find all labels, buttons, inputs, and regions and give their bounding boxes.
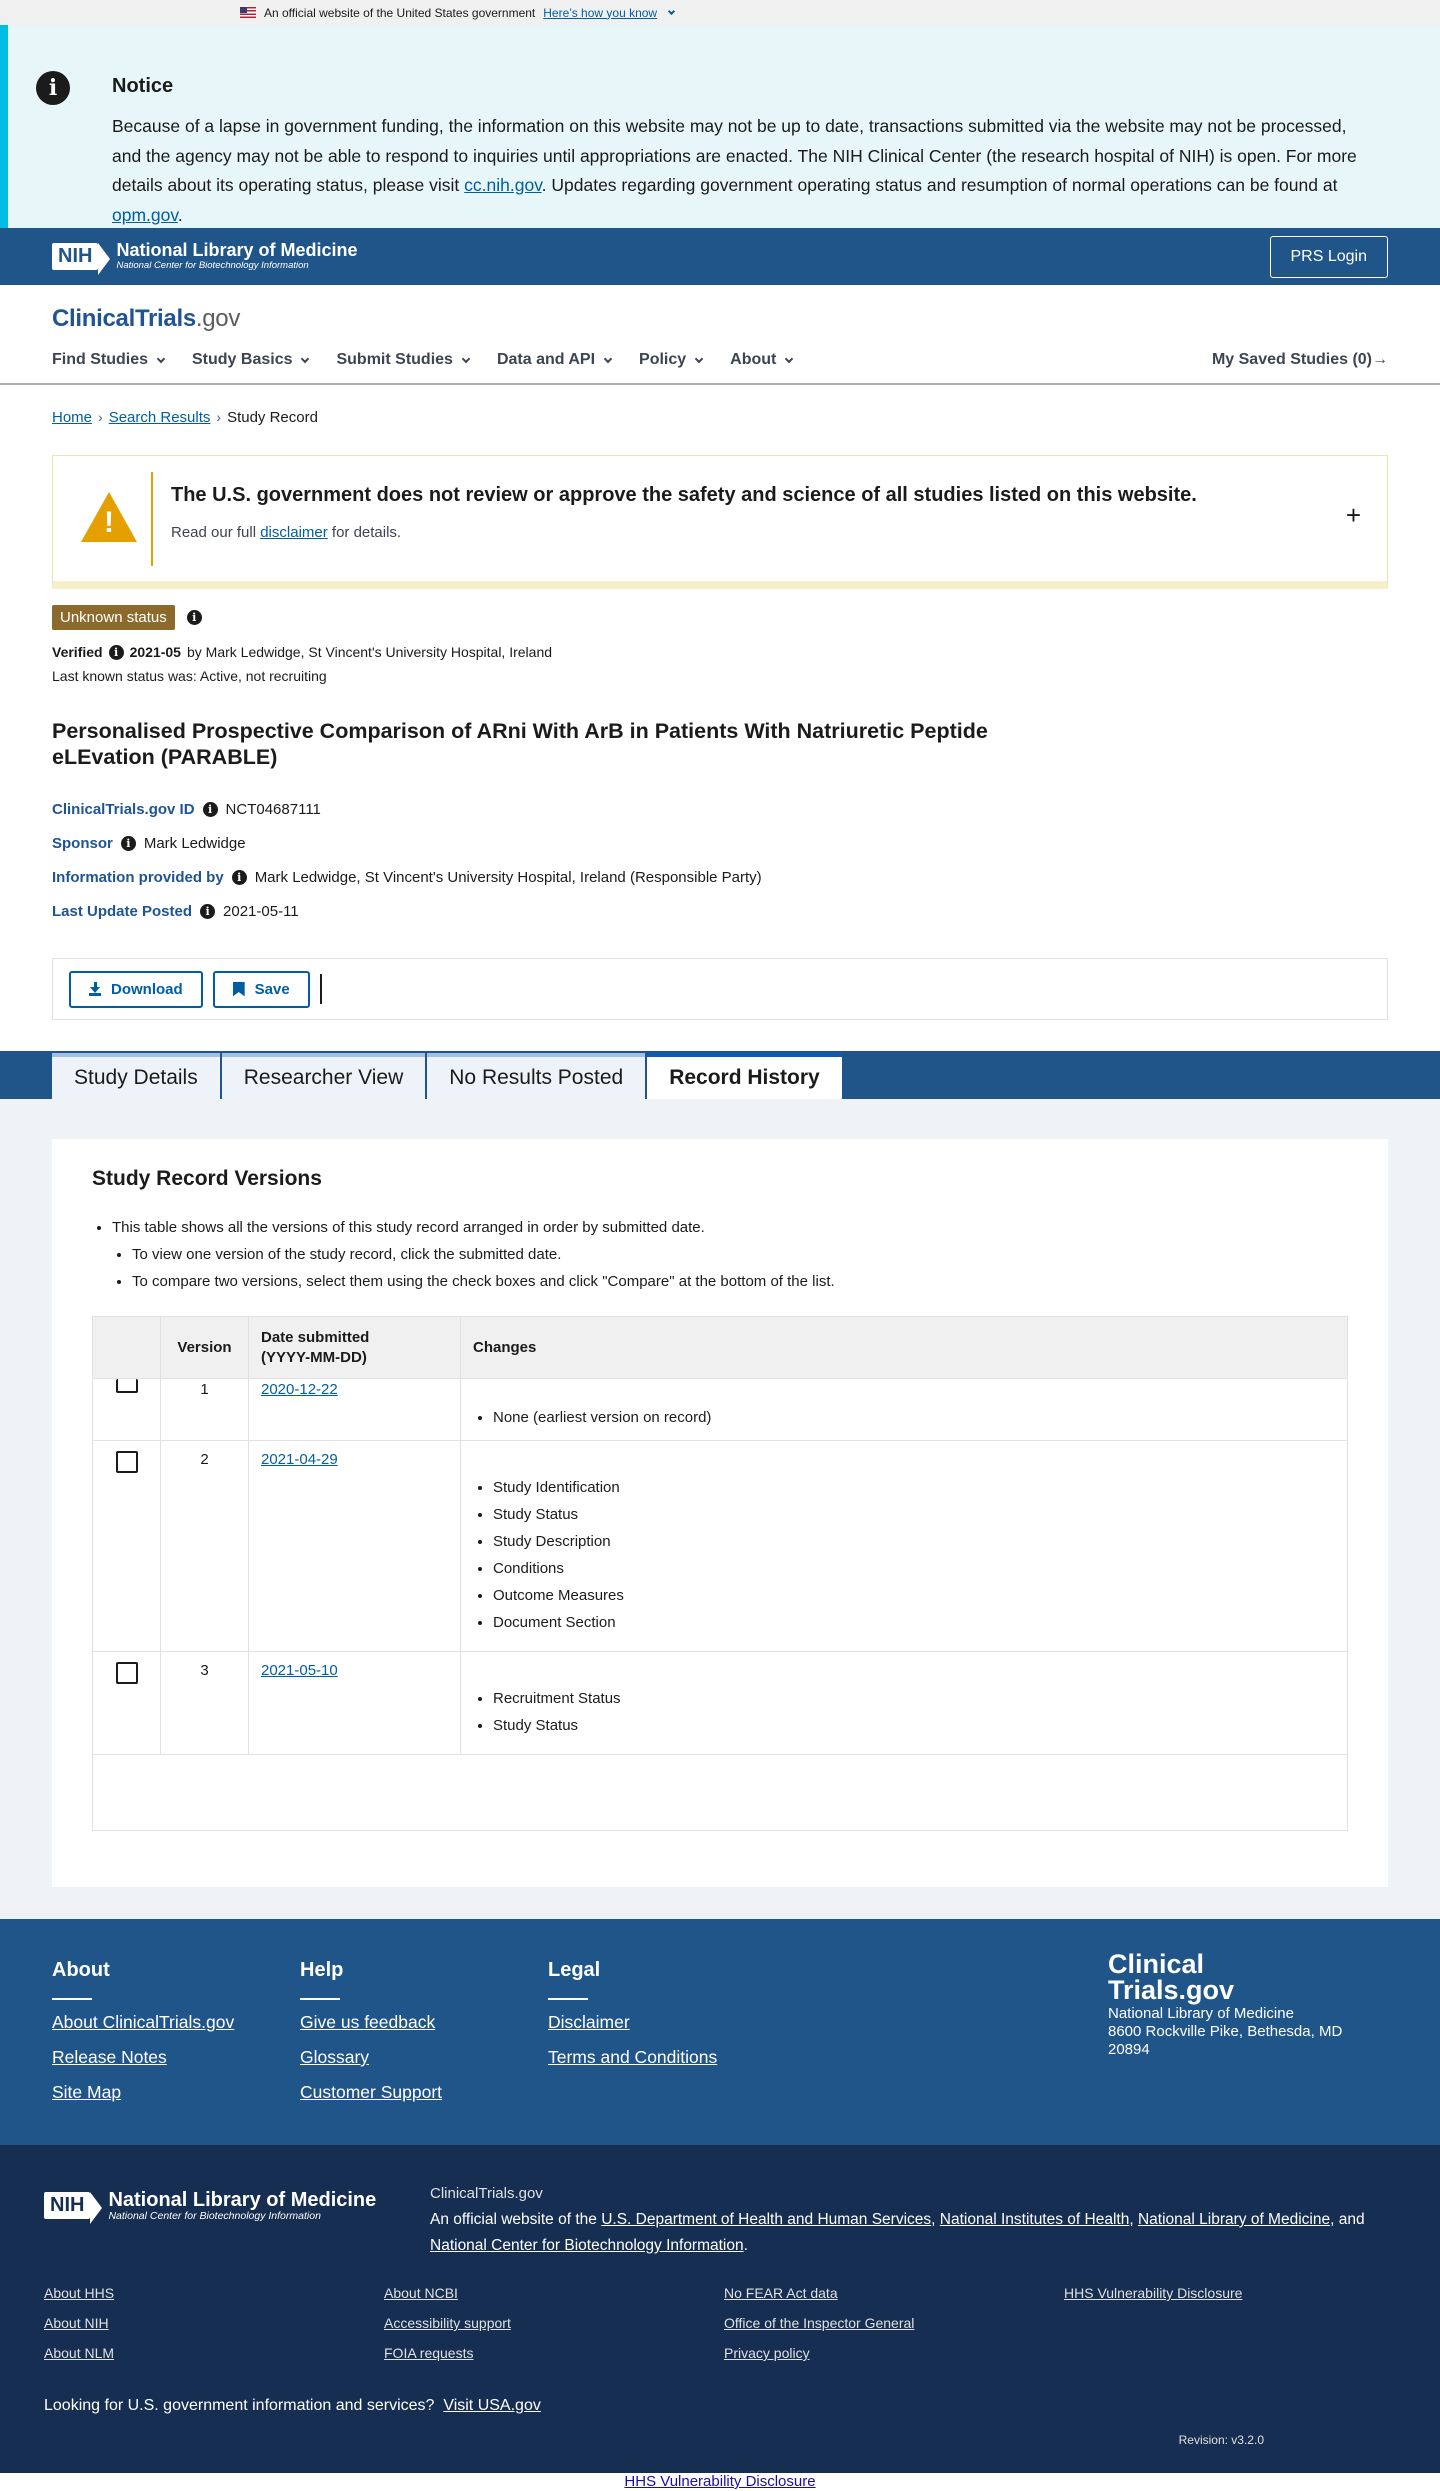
last-known-status: Last known status was: Active, not recruiting bbox=[52, 668, 327, 684]
chevron-down-icon bbox=[301, 354, 309, 362]
version-number: 1 bbox=[161, 1379, 249, 1441]
versions-card bbox=[52, 1139, 1388, 1887]
usa-gov-link[interactable]: Visit USA.gov bbox=[443, 2397, 541, 2414]
nav-data-and-api[interactable]: Data and API bbox=[497, 351, 611, 369]
opm-link[interactable]: opm.gov bbox=[112, 204, 178, 225]
changes-list: • Study Identification • Study Status • Study Description • Conditions • Outcome Measures • Document Section bbox=[473, 1479, 1335, 1631]
breadcrumb-search-results[interactable]: Search Results bbox=[108, 408, 211, 426]
disclaimer-alert bbox=[52, 455, 1388, 589]
footer-help: Help Give us feedback Glossary Customer Support bbox=[300, 1959, 443, 2102]
nlm-subtitle: National Center for Biotechnology Information bbox=[116, 260, 309, 272]
inspector-general-link[interactable]: Office of the Inspector General bbox=[724, 2315, 915, 2331]
version-checkbox[interactable] bbox=[116, 1662, 138, 1684]
table-row bbox=[93, 1441, 1348, 1652]
chevron-down-icon bbox=[604, 354, 612, 362]
meta-nct-id: ClinicalTrials.gov ID i NCT04687111 bbox=[52, 800, 321, 818]
table-row bbox=[93, 1652, 1348, 1755]
version-date-link[interactable]: 2021-04-29 bbox=[261, 1451, 338, 1468]
meta-last-update: Last Update Posted i 2021-05-11 bbox=[52, 902, 299, 920]
info-icon[interactable]: i bbox=[203, 802, 218, 817]
chevron-down-icon bbox=[462, 354, 470, 362]
versions-tip-1: • To view one version of the study record, click the submitted date. bbox=[132, 1246, 1348, 1263]
bookmark-icon bbox=[233, 982, 245, 997]
footer-support-link[interactable]: Customer Support bbox=[300, 2082, 443, 2102]
nih-logo: NIH bbox=[52, 243, 98, 270]
footer-about: About About ClinicalTrials.gov Release Notes Site Map bbox=[52, 1959, 235, 2102]
table-row bbox=[93, 1379, 1348, 1441]
site-footer bbox=[0, 1919, 1440, 2145]
version-checkbox[interactable] bbox=[116, 1451, 138, 1473]
nlm-footer-logo[interactable]: NIH National Library of Medicine National Center for Biotechnology Information bbox=[44, 2189, 376, 2223]
nav-submit-studies[interactable]: Submit Studies bbox=[336, 351, 468, 369]
bottom-vulnerability-link[interactable]: HHS Vulnerability Disclosure bbox=[624, 2473, 816, 2490]
nlm-logo[interactable] bbox=[52, 241, 358, 271]
status-row bbox=[52, 605, 1388, 630]
download-button[interactable]: Download bbox=[69, 971, 203, 1008]
info-icon[interactable]: i bbox=[187, 610, 202, 625]
notice-banner bbox=[0, 25, 1440, 228]
footer-logo: Clinical Trials.gov National Library of Medicine 8600 Rockville Pike, Bethesda, MD 20894 bbox=[1108, 1949, 1343, 2058]
info-icon[interactable]: i bbox=[232, 870, 247, 885]
chevron-down-icon bbox=[668, 7, 675, 14]
nav-find-studies[interactable]: Find Studies bbox=[52, 351, 164, 369]
chevron-down-icon bbox=[785, 354, 793, 362]
nlm-title: National Library of Medicine bbox=[116, 240, 358, 261]
versions-tip-2: • To compare two versions, select them using the check boxes and click "Compare" at the bottom of the list. bbox=[132, 1273, 1348, 1290]
col-changes: Changes bbox=[461, 1317, 1348, 1379]
revision-text: Revision: v3.2.0 bbox=[1178, 2433, 1264, 2447]
ncbi-link[interactable]: National Center for Biotechnology Information bbox=[430, 2237, 744, 2254]
breadcrumb-separator: › bbox=[216, 409, 222, 425]
cc-nih-link[interactable]: cc.nih.gov bbox=[464, 175, 542, 195]
info-icon[interactable]: i bbox=[121, 836, 136, 851]
nlm-header bbox=[0, 228, 1440, 285]
disclaimer-title: The U.S. government does not review or approve the safety and science of all studies listed on this website. bbox=[171, 484, 1197, 506]
version-number: 3 bbox=[161, 1652, 249, 1755]
col-date: Date submitted (YYYY-MM-DD) bbox=[249, 1317, 461, 1379]
breadcrumb bbox=[0, 385, 1440, 449]
nlm-link[interactable]: National Library of Medicine bbox=[1137, 2211, 1331, 2228]
study-title: Personalised Prospective Comparison of ARni With ArB in Patients With Natriuretic Peptide eLEvation (PARABLE) bbox=[52, 719, 988, 769]
footer-disclaimer-link[interactable]: Disclaimer bbox=[548, 2012, 630, 2032]
versions-instructions bbox=[92, 1219, 1348, 1290]
info-icon[interactable]: i bbox=[200, 904, 215, 919]
disclaimer-text: Read our full disclaimer for details. bbox=[171, 524, 402, 541]
about-ncbi-link[interactable]: About NCBI bbox=[384, 2285, 458, 2301]
notice-title: Notice bbox=[112, 75, 174, 97]
version-date-link[interactable]: 2021-05-10 bbox=[261, 1662, 338, 1679]
vulnerability-disclosure-link[interactable]: HHS Vulnerability Disclosure bbox=[1064, 2285, 1243, 2301]
info-icon: i bbox=[36, 71, 70, 105]
about-nlm-link[interactable]: About NLM bbox=[44, 2345, 115, 2361]
prs-login-button[interactable]: PRS Login bbox=[1270, 236, 1389, 278]
nih-link[interactable]: National Institutes of Health bbox=[939, 2211, 1130, 2228]
official-website-text: ClinicalTrials.gov An official website of the U.S. Department of Health and Human Services, National Institutes of Health, National Library of Medicine, and National Center for Biotechnology Information. bbox=[430, 2185, 1365, 2254]
breadcrumb-current: Study Record bbox=[227, 408, 318, 426]
disclaimer-link[interactable]: disclaimer bbox=[260, 524, 328, 541]
status-badge: Unknown status bbox=[52, 605, 175, 630]
gov-banner bbox=[0, 0, 1440, 25]
nav-about[interactable]: About bbox=[730, 351, 792, 369]
meta-sponsor: Sponsor i Mark Ledwidge bbox=[52, 834, 246, 852]
tab-no-results-posted[interactable]: No Results Posted bbox=[427, 1053, 645, 1099]
gov-banner-text: An official website of the United States government bbox=[264, 5, 536, 20]
tab-record-history[interactable]: Record History bbox=[647, 1053, 842, 1099]
no-fear-link[interactable]: No FEAR Act data bbox=[724, 2285, 838, 2301]
ct-header bbox=[0, 285, 1440, 385]
main-nav bbox=[52, 351, 1388, 369]
record-history-section bbox=[0, 1099, 1440, 1919]
breadcrumb-home[interactable]: Home bbox=[52, 408, 93, 426]
usa-gov-line: Looking for U.S. government information and services? Visit USA.gov bbox=[44, 2397, 541, 2414]
notice-body: Because of a lapse in government funding, the information on this website may not be up to date, transactions submitted via the website may not be processed, and the agency may not be able to respond to inquiries until appropriations are enacted. The NIH Clinical Center (the research hospital of NIH) is open. For more details about its operating status, please visit cc.nih.gov. Updates regarding government operating status and resumption of normal operations can be found at opm.gov. bbox=[112, 116, 1357, 225]
version-date-link[interactable]: 2020-12-22 bbox=[261, 1381, 338, 1398]
hhs-link[interactable]: U.S. Department of Health and Human Services bbox=[601, 2211, 932, 2228]
footer-glossary-link[interactable]: Glossary bbox=[300, 2047, 370, 2067]
versions-intro: • This table shows all the versions of this study record arranged in order by submitted date. • To view one version of the study record, click the submitted date. • To compare two versions, select them using the check boxes and click "Compare" at the bottom of the list. bbox=[112, 1219, 1348, 1290]
study-meta bbox=[52, 792, 1388, 928]
nav-policy[interactable]: Policy bbox=[639, 351, 702, 369]
us-flag-icon bbox=[240, 7, 256, 18]
nav-study-basics[interactable]: Study Basics bbox=[192, 351, 308, 369]
study-tabs bbox=[0, 1051, 1440, 1099]
table-empty-row bbox=[93, 1755, 1348, 1831]
chevron-down-icon bbox=[157, 354, 165, 362]
verified-line: Verified i 2021-05 by Mark Ledwidge, St Vincent's University Hospital, Ireland bbox=[52, 644, 553, 660]
version-checkbox[interactable] bbox=[116, 1379, 138, 1393]
bottom-bar bbox=[0, 2473, 1440, 2491]
privacy-link[interactable]: Privacy policy bbox=[724, 2345, 810, 2361]
disclaimer-divider bbox=[151, 472, 153, 566]
breadcrumb-separator: › bbox=[98, 409, 103, 425]
footer-terms-link[interactable]: Terms and Conditions bbox=[548, 2047, 718, 2067]
col-select bbox=[93, 1317, 161, 1379]
expand-plus-icon[interactable]: + bbox=[1345, 500, 1361, 530]
col-version: Version bbox=[161, 1317, 249, 1379]
my-saved-studies-link[interactable]: My Saved Studies (0)→ bbox=[1211, 351, 1388, 368]
download-icon bbox=[89, 982, 101, 996]
toolbar-divider bbox=[320, 974, 322, 1004]
versions-table bbox=[92, 1316, 1348, 1831]
chevron-down-icon bbox=[695, 354, 703, 362]
clinicaltrials-logo[interactable]: ClinicalTrials.gov bbox=[52, 305, 241, 332]
changes-list: • Recruitment Status • Study Status bbox=[473, 1690, 1335, 1734]
meta-provided-by: Information provided by i Mark Ledwidge, St Vincent's University Hospital, Ireland (Responsible Party) bbox=[52, 868, 762, 886]
save-button[interactable]: Save bbox=[213, 971, 310, 1008]
footer-address: National Library of Medicine 8600 Rockville Pike, Bethesda, MD 20894 bbox=[1108, 2005, 1343, 2058]
footer-site-map-link[interactable]: Site Map bbox=[52, 2082, 122, 2102]
gov-footer bbox=[0, 2145, 1440, 2473]
version-number: 2 bbox=[161, 1441, 249, 1652]
changes-list: • None (earliest version on record) bbox=[473, 1409, 1335, 1426]
foia-link[interactable]: FOIA requests bbox=[384, 2345, 474, 2361]
about-nih-link[interactable]: About NIH bbox=[44, 2315, 109, 2331]
footer-feedback-link[interactable]: Give us feedback bbox=[300, 2012, 436, 2032]
warning-mark: ! bbox=[104, 506, 114, 539]
info-icon[interactable]: i bbox=[109, 645, 124, 660]
about-hhs-link[interactable]: About HHS bbox=[44, 2285, 115, 2301]
tab-researcher-view[interactable]: Researcher View bbox=[222, 1053, 426, 1099]
accessibility-link[interactable]: Accessibility support bbox=[384, 2315, 511, 2331]
tab-study-details[interactable]: Study Details bbox=[52, 1053, 220, 1099]
heres-how-you-know-link[interactable]: Here’s how you know bbox=[543, 5, 658, 20]
study-toolbar bbox=[52, 958, 1388, 1020]
footer-about-link[interactable]: About ClinicalTrials.gov bbox=[52, 2012, 235, 2032]
versions-title: Study Record Versions bbox=[92, 1167, 322, 1190]
footer-release-notes-link[interactable]: Release Notes bbox=[52, 2047, 167, 2067]
footer-gov-links bbox=[44, 2285, 1404, 2375]
footer-legal: Legal Disclaimer Terms and Conditions bbox=[548, 1959, 718, 2067]
